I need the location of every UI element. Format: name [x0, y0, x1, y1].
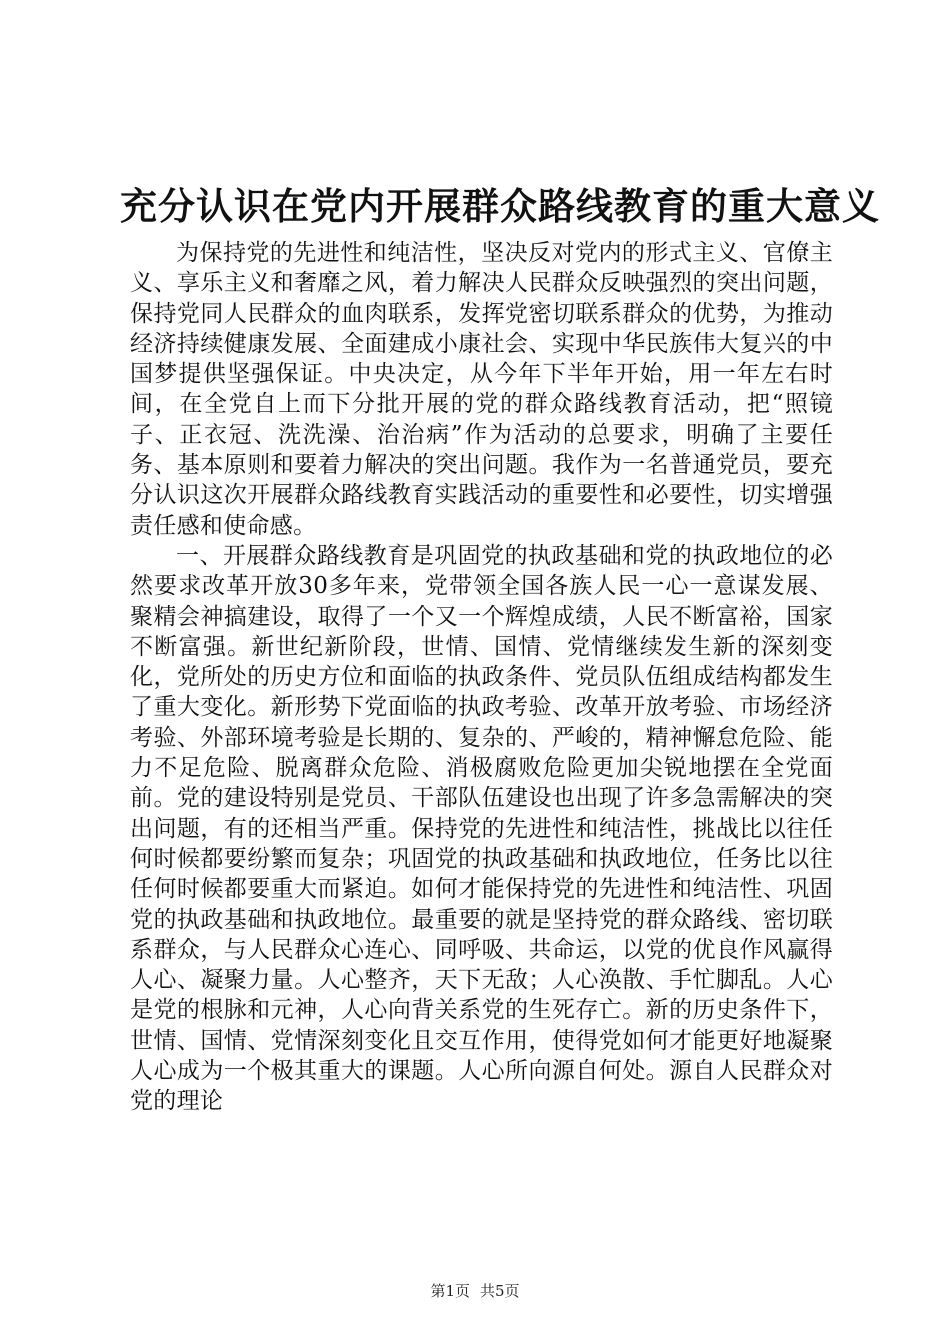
page-footer — [0, 1280, 950, 1301]
page-number: 第1页 — [430, 1282, 470, 1300]
paragraph-intro: 为保持党的先进性和纯洁性，坚决反对党内的形式主义、官僚主义、享乐主义和奢靡之风，着力解决人民群众反映强烈的突出问题，保持党同人民群众的血肉联系，发挥党密切联系群众的优势，为推动经济持续健康发展、全面建成小康社会、实现中华民族伟大复兴的中国梦提供坚强保证。中央决定，从今年下半年开始，用一年左右时间，在全党自上而下分批开展的党的群众路线教育活动，把“照镜子、正衣冠、洗洗澡、治治病”作为活动的总要求，明确了主要任务、基本原则和要着力解决的突出问题。我作为一名普通党员，要充分认识这次开展群众路线教育实践活动的重要性和必要性，切实增强责任感和使命感。 — [130, 240, 833, 539]
paragraph-section-one: 一、开展群众路线教育是巩固党的执政基础和党的执政地位的必然要求改革开放30多年来，党带领全国各族人民一心一意谋发展、聚精会神搞建设，取得了一个又一个辉煌成绩，人民不断富裕，国家不断富强。新世纪新阶段，世情、国情、党情继续发生新的深刻变化，党所处的历史方位和面临的执政条件、党员队伍组成结构都发生了重大变化。新形势下党面临的执政考验、改革开放考验、市场经济考验、外部环境考验是长期的、复杂的、严峻的，精神懈怠危险、能力不足危险、脱离群众危险、消极腐败危险更加尖锐地摆在全党面前。党的建设特别是党员、干部队伍建设也出现了许多急需解决的突出问题，有的还相当严重。保持党的先进性和纯洁性，挑战比以往任何时候都要纷繁而复杂；巩固党的执政基础和执政地位，任务比以往任何时候都要重大而紧迫。如何才能保持党的先进性和纯洁性、巩固党的执政基础和执政地位。最重要的就是坚持党的群众路线、密切联系群众，与人民群众心连心、同呼吸、共命运，以党的优良作风赢得人心、凝聚力量。人心整齐，天下无敌；人心涣散、手忙脚乱。人心是党的根脉和元神，人心向背关系党的生死存亡。新的历史条件下，世情、国情、党情深刻变化且交互作用，使得党如何才能更好地凝聚人心成为一个极其重大的课题。人心所向源自何处。源自人民群众对党的理论 — [130, 542, 833, 1115]
document-body — [130, 238, 833, 1117]
page-total: 共5页 — [480, 1282, 520, 1300]
document-title: 充分认识在党内开展群众路线教育的重大意义 — [120, 184, 880, 228]
